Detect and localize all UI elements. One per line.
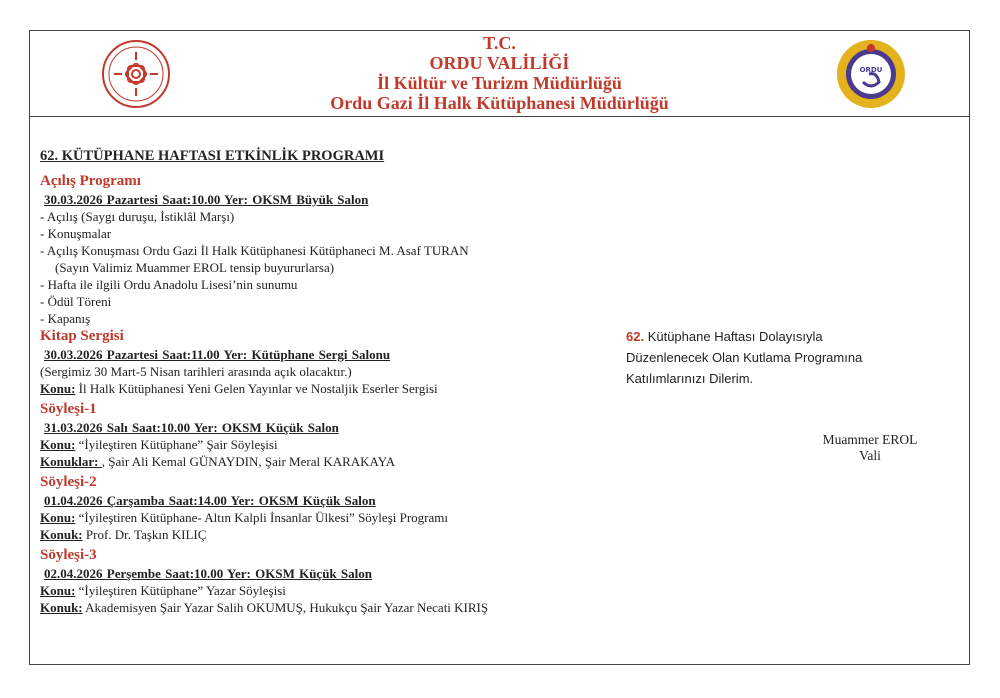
acilis-when: 30.03.2026 Pazartesi Saat:10.00 Yer: OKSM Büyük Salon	[44, 192, 369, 207]
program-title: 62. KÜTÜPHANE HAFTASI ETKİNLİK PROGRAMI	[40, 148, 385, 164]
header-valilik: ORDU VALİLİĞİ	[429, 53, 570, 73]
message-line3: Katılımlarınızı Dilerim.	[626, 371, 754, 386]
message-line1: Kütüphane Haftası Dolayısıyla	[644, 329, 823, 344]
konu-text: İl Halk Kütüphanesi Yeni Gelen Yayınlar ve Nostaljik Eserler Sergisi	[75, 381, 438, 396]
konuk-label: Konuklar:	[40, 454, 102, 469]
soylesi3-when: 02.04.2026 Perşembe Saat:10.00 Yer: OKSM Küçük Salon	[44, 566, 372, 581]
sergi-konu	[40, 380, 488, 397]
letterhead	[30, 31, 969, 117]
program-content	[40, 148, 488, 616]
konu-label: Konu:	[40, 510, 76, 525]
soylesi1-konuk	[40, 453, 488, 470]
soylesi1-when: 31.03.2026 Salı Saat:10.00 Yer: OKSM Küçük Salon	[44, 420, 339, 435]
konuk-label: Konuk:	[40, 600, 83, 615]
soylesi3-konu	[40, 582, 488, 599]
invitation-message	[626, 326, 862, 389]
soylesi3-konuk	[40, 599, 488, 616]
konuk-text: Akademisyen Şair Yazar Salih OKUMUŞ, Hukukçu Şair Yazar Necati KIRIŞ	[82, 600, 489, 615]
header-mudurluk: İl Kültür ve Turizm Müdürlüğü	[377, 73, 622, 93]
message-number: 62.	[626, 329, 645, 344]
sergi-when: 30.03.2026 Pazartesi Saat:11.00 Yer: Kütüphane Sergi Salonu	[44, 347, 391, 362]
soylesi1-konu	[40, 436, 488, 453]
header-tc: T.C.	[483, 33, 516, 53]
konu-text: “İyileştiren Kütüphane” Yazar Söyleşisi	[75, 583, 286, 598]
signature-name: Muammer EROL	[822, 432, 918, 447]
konu-text: “İyileştiren Kütüphane” Şair Söyleşisi	[75, 437, 278, 452]
acilis-item: (Sayın Valimiz Muammer EROL tensip buyururlarsa)	[55, 260, 335, 275]
acilis-item: - Ödül Töreni	[40, 294, 112, 309]
konuk-text: , Şair Ali Kemal GÜNAYDIN, Şair Meral KARAKAYA	[101, 454, 396, 469]
library-logo-text: ORDU	[859, 66, 883, 74]
section-soylesi1-heading: Söyleşi-1	[40, 401, 97, 417]
acilis-item: - Hafta ile ilgili Ordu Anadolu Lisesi’nin sunumu	[40, 277, 298, 292]
acilis-item: - Konuşmalar	[40, 226, 112, 241]
library-logo-icon	[835, 38, 907, 110]
section-soylesi2-heading: Söyleşi-2	[40, 474, 97, 490]
konu-label: Konu:	[40, 583, 76, 598]
soylesi2-konu	[40, 509, 488, 526]
signature-block	[790, 432, 950, 464]
acilis-item: - Açılış Konuşması Ordu Gazi İl Halk Kütüphanesi Kütüphaneci M. Asaf TURAN	[40, 243, 469, 258]
section-soylesi3-heading: Söyleşi-3	[40, 547, 97, 563]
konuk-label: Konuk:	[40, 527, 83, 542]
signature-title: Vali	[859, 448, 881, 463]
soylesi2-when: 01.04.2026 Çarşamba Saat:14.00 Yer: OKSM Küçük Salon	[44, 493, 376, 508]
acilis-item: - Açılış (Saygı duruşu, İstiklâl Marşı)	[40, 209, 235, 224]
sergi-note: (Sergimiz 30 Mart-5 Nisan tarihleri arasında açık olacaktır.)	[40, 364, 352, 379]
document-frame	[29, 30, 970, 665]
konu-label: Konu:	[40, 381, 76, 396]
konu-label: Konu:	[40, 437, 76, 452]
section-acilis-heading: Açılış Programı	[40, 173, 141, 189]
acilis-item: - Kapanış	[40, 311, 91, 326]
konu-text: “İyileştiren Kütüphane- Altın Kalpli İnsanlar Ülkesi” Söyleşi Programı	[75, 510, 448, 525]
message-line2: Düzenlenecek Olan Kutlama Programına	[626, 350, 863, 365]
konuk-text: Prof. Dr. Taşkın KILIÇ	[82, 527, 207, 542]
section-sergi-heading: Kitap Sergisi	[40, 328, 124, 344]
soylesi2-konuk	[40, 526, 488, 543]
letterhead-text	[30, 33, 969, 113]
header-kutuphane: Ordu Gazi İl Halk Kütüphanesi Müdürlüğü	[330, 93, 669, 113]
